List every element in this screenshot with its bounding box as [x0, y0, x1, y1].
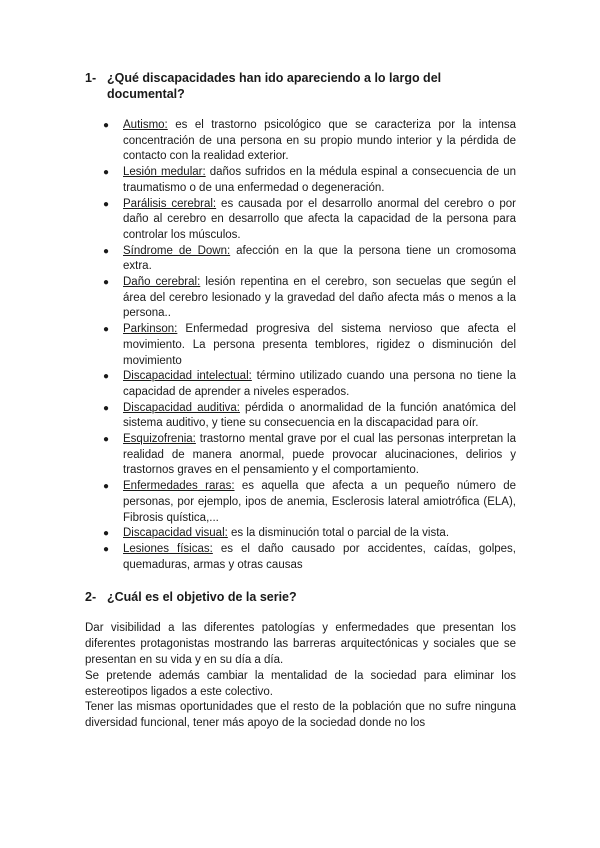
list-item [102, 479, 516, 526]
list-item-term: Lesiones físicas: [123, 542, 213, 555]
list-item-term: Discapacidad intelectual: [123, 370, 252, 383]
list-item [102, 542, 516, 573]
list-item [102, 118, 516, 165]
list-item [102, 526, 516, 542]
list-item [102, 197, 516, 244]
list-item-term: Enfermedades raras: [123, 480, 235, 493]
bullet-icon: ● [103, 167, 110, 179]
list-item [102, 244, 516, 275]
list-item [102, 322, 516, 369]
bullet-icon: ● [103, 324, 110, 336]
question-1-heading [85, 70, 516, 102]
bullet-icon: ● [103, 198, 110, 210]
bullet-icon: ● [103, 434, 110, 446]
answer-paragraph-3: Tener las mismas oportunidades que el resto de la población que no sufre ninguna diversidad funcional, tener más apoyo de la sociedad donde no los [85, 701, 516, 730]
list-item-term: Esquizofrenia: [123, 433, 196, 446]
list-item-term: Daño cerebral: [123, 276, 201, 289]
list-item-description: trastorno mental grave por el cual las personas interpretan la realidad de manera anormal, puede provocar alucinaciones, delirios y trastornos graves en el pensamiento y el comportamiento. [123, 433, 516, 477]
list-item [102, 369, 516, 400]
list-item-term: Discapacidad visual: [123, 527, 228, 540]
list-item-description: es el daño causado por accidentes, caídas, golpes, quemaduras, armas y otras causas [123, 542, 516, 571]
list-item-description: es el trastorno psicológico que se caracteriza por la intensa concentración de una persona en su propio mundo interior y la pérdida de contacto con la realidad exterior. [123, 119, 516, 163]
disabilities-list [85, 118, 516, 573]
question-1-number: 1- [85, 71, 97, 85]
bullet-icon: ● [103, 245, 110, 257]
list-item-description: afección en la que la persona tiene un cromosoma extra. [123, 244, 516, 273]
list-item-term: Parkinson: [123, 323, 178, 336]
question-2-text: ¿Cuál es el objetivo de la serie? [107, 590, 297, 605]
bullet-icon: ● [103, 543, 110, 555]
list-item-description: es causada por el desarrollo anormal del cerebro o por daño al cerebro en desarrollo que afecta la capacidad de la persona para controlar los músculos. [123, 197, 516, 241]
list-item-term: Autismo: [123, 119, 168, 131]
question-2-number: 2- [85, 590, 97, 605]
answer-paragraph-2: Se pretende además cambiar la mentalidad de la sociedad para eliminar los estereotipos ligados a este colectivo. [85, 669, 516, 698]
list-item [102, 165, 516, 196]
answer-paragraph-1: Dar visibilidad a las diferentes patologías y enfermedades que presentan los diferentes protagonistas mostrando las barreras arquitectónicas y sociales que se presentan en su vida y en su día a día. [85, 622, 516, 666]
list-item-description: pérdida o anormalidad de la función anatómica del sistema auditivo, y tiene su consecuencia en la discapacidad para oír. [123, 401, 516, 430]
list-item [102, 432, 516, 479]
list-item-description: es la disminución total o parcial de la vista. [227, 527, 450, 540]
question-2-heading [85, 589, 516, 605]
bullet-icon: ● [103, 402, 110, 414]
list-item-description: es aquella que afecta a un pequeño número de personas, por ejemplo, ipos de anemia, Esclerosis lateral amiotrófica (ELA), Fibrosis quística,... [123, 480, 517, 524]
list-item [102, 401, 516, 432]
list-item [102, 275, 516, 322]
list-item-term: Síndrome de Down: [123, 244, 231, 257]
list-item-description: daños sufridos en la médula espinal a consecuencia de un traumatismo o de una enfermedad o degeneración. [123, 166, 516, 194]
list-item-term: Lesión medular: [123, 166, 206, 179]
list-item-term: Discapacidad auditiva: [123, 401, 240, 414]
list-item-description: lesión repentina en el cerebro, son secuelas que según el área del cerebro lesionado y la gravedad del daño afecta más o menos a la persona.. [123, 276, 516, 320]
bullet-icon: ● [103, 481, 110, 493]
bullet-icon: ● [103, 371, 110, 383]
bullet-icon: ● [103, 528, 110, 540]
bullet-icon: ● [103, 277, 110, 289]
list-item-term: Parálisis cerebral: [123, 197, 217, 210]
bullet-icon: ● [103, 120, 110, 131]
list-item-description: Enfermedad progresiva del sistema nervioso que afecta el movimiento. La persona presenta temblores, rigidez o disminución del movimiento [123, 323, 516, 367]
list-item-description: término utilizado cuando una persona no tiene la capacidad de aprender a niveles esperados. [123, 370, 516, 398]
question-1-text: ¿Qué discapacidades han ido apareciendo a lo largo del documental? [107, 71, 442, 101]
